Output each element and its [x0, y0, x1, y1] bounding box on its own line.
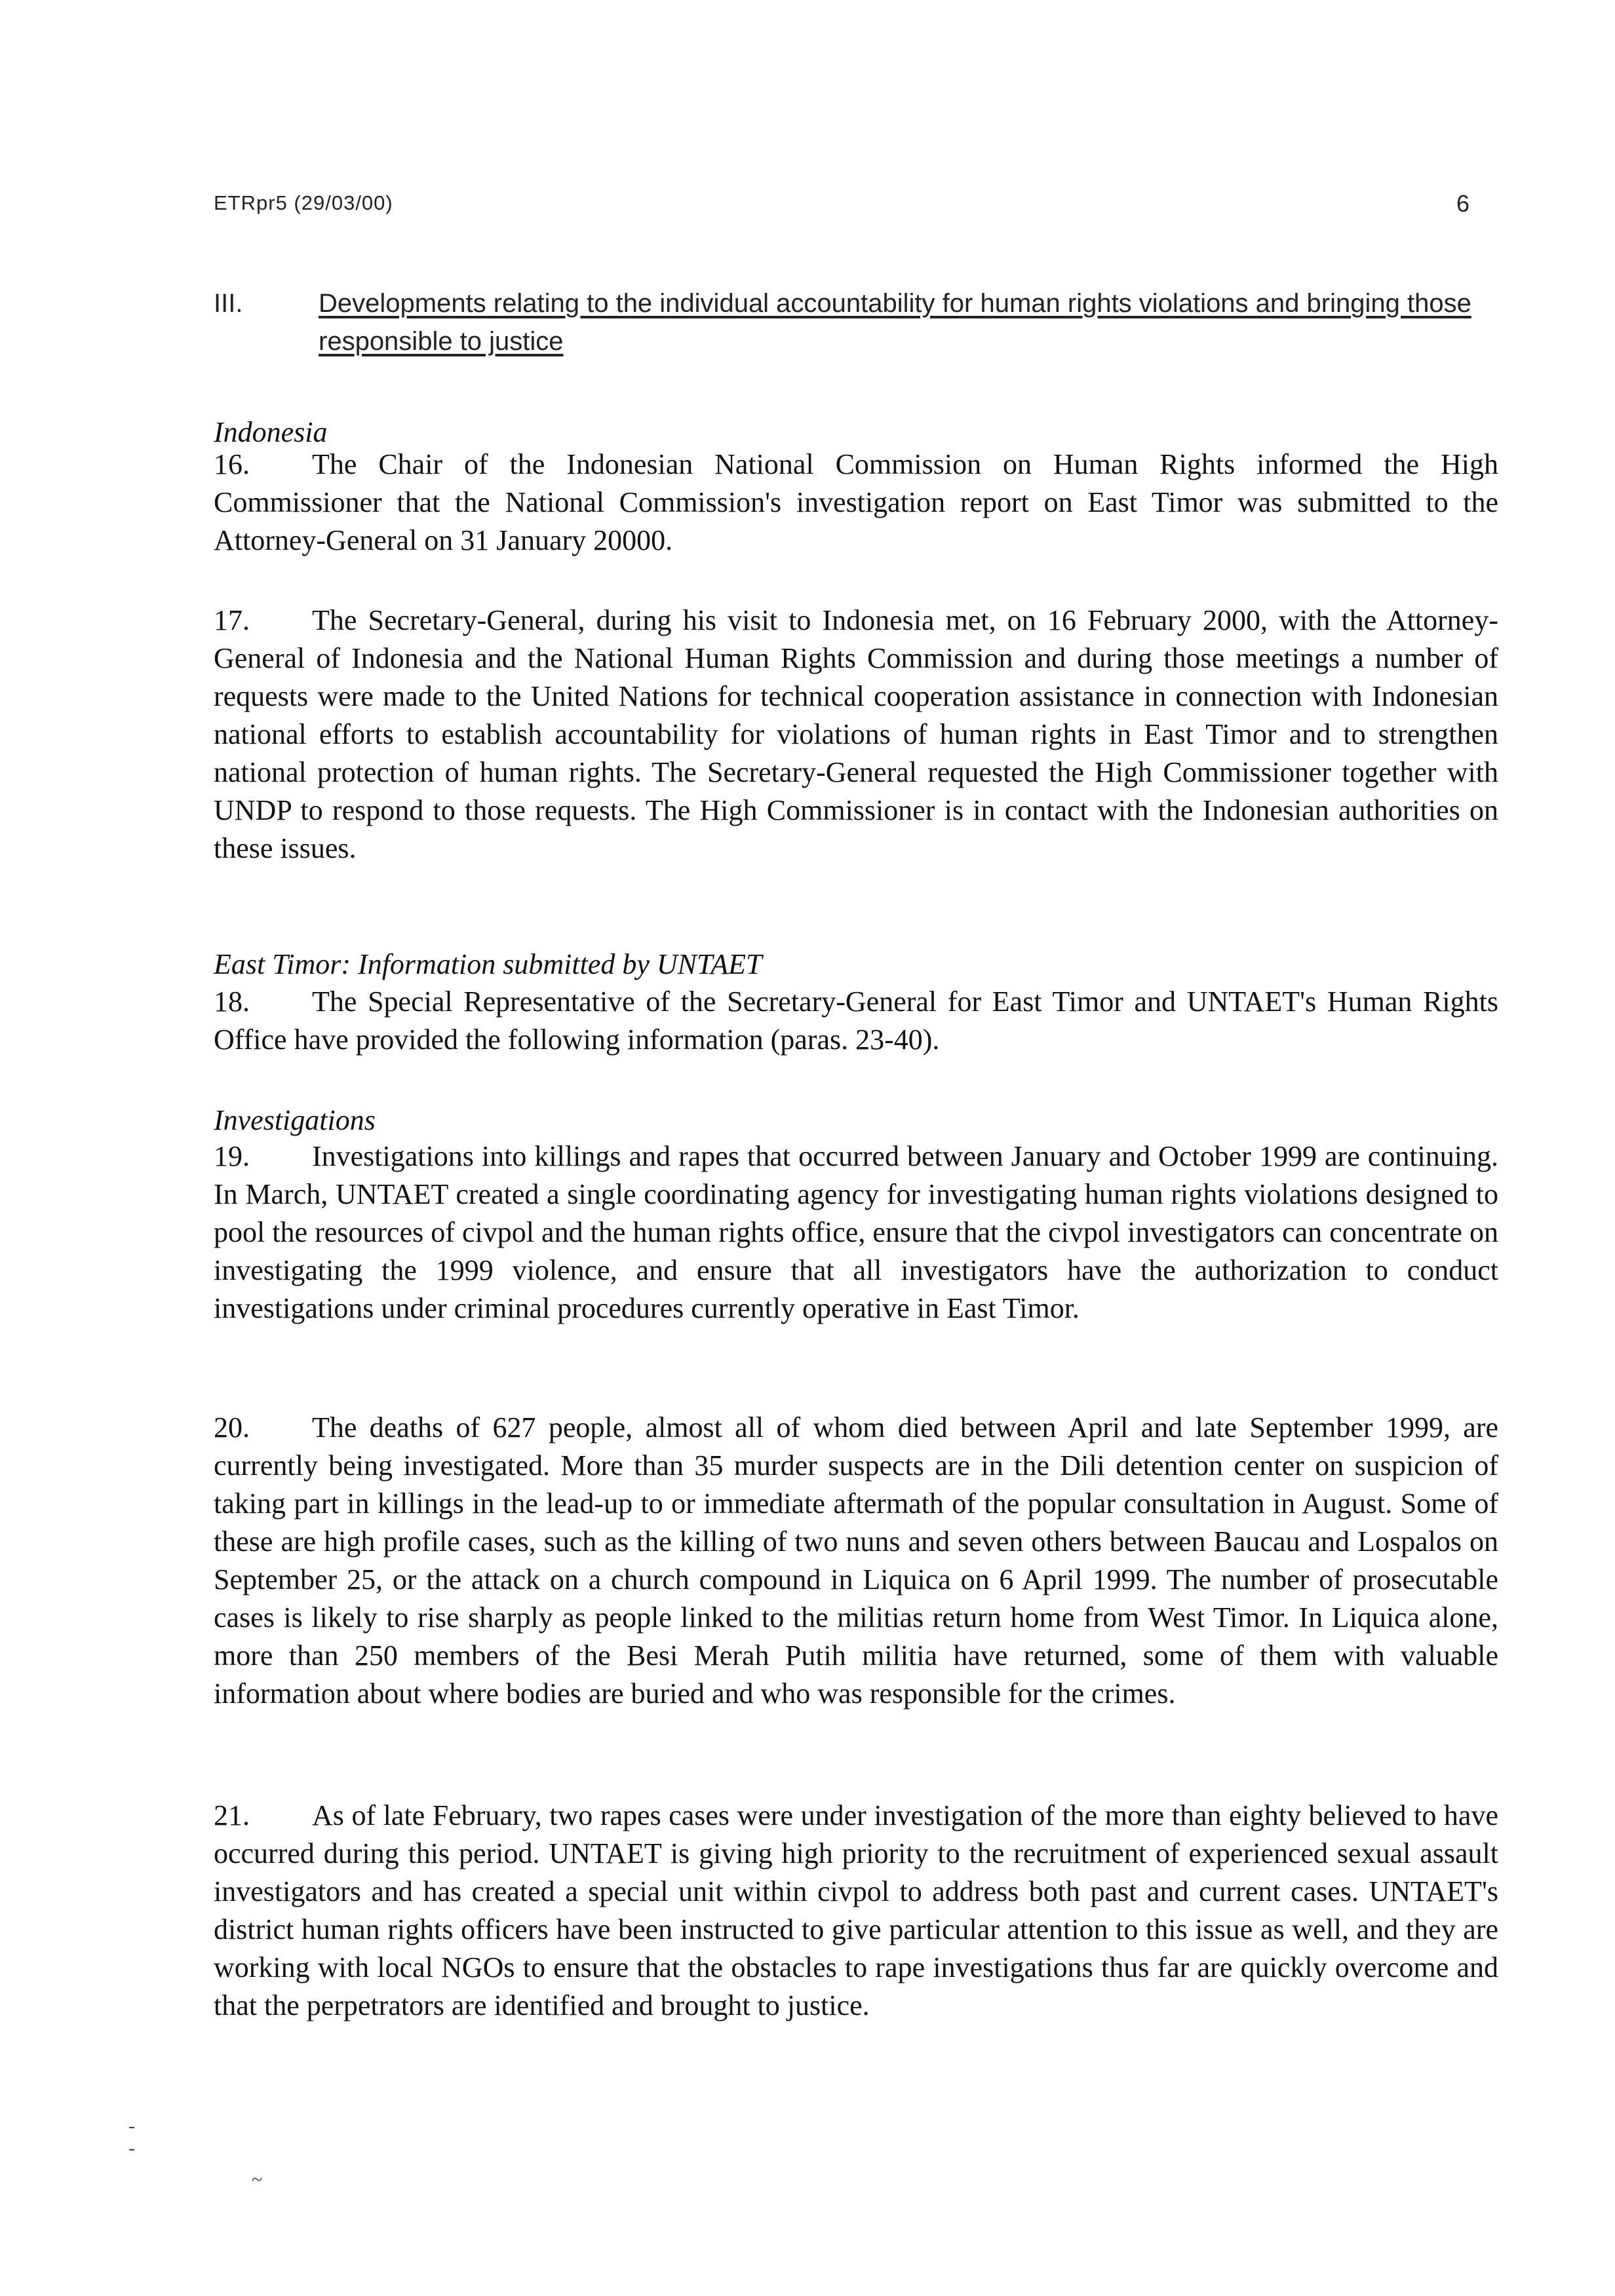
paragraph-number: 20. [214, 1411, 250, 1444]
paragraph-number: 21. [214, 1799, 250, 1831]
paragraph-19 [214, 1138, 1498, 1328]
paragraph-number: 18. [214, 985, 250, 1018]
scan-mark: - [128, 2137, 135, 2159]
subheading-investigations: Investigations [214, 1104, 376, 1136]
subheading-indonesia: Indonesia [214, 416, 328, 448]
paragraph-text: The Chair of the Indonesian National Commission on Human Rights informed the High Commissioner that the National Commission's investigation report on East Timor was submitted to the Attorney-General on 31 January 20000. [214, 448, 1498, 556]
paragraph-text: As of late February, two rapes cases were under investigation of the more than eighty believed to have occurred during this period. UNTAET is giving high priority to the recruitment of experienced sexual assault investigators and has created a special unit within civpol to address both past and current cases. UNTAET's district human rights officers have been instructed to give particular attention to this issue as well, and they are working with local NGOs to ensure that the obstacles to rape investigations thus far are quickly overcome and that the perpetrators are identified and brought to justice. [214, 1799, 1498, 2021]
paragraph-text: Investigations into killings and rapes that occurred between January and October 1999 are continuing. In March, UNTAET created a single coordinating agency for investigating human rights violations designed to pool the resources of civpol and the human rights office, ensure that the civpol investigators can concentrate on investigating the 1999 violence, and ensure that all investigators have the authorization to conduct investigations under criminal procedures currently operative in East Timor. [214, 1140, 1498, 1324]
subheading-east-timor: East Timor: Information submitted by UNTAET [214, 948, 762, 980]
paragraph-20 [214, 1409, 1498, 1713]
paragraph-17 [214, 602, 1498, 868]
document-reference: ETRpr5 (29/03/00) [214, 191, 393, 214]
paragraph-text: The Special Representative of the Secretary-General for East Timor and UNTAET's Human Rights Office have provided the following information (paras. 23-40). [214, 985, 1498, 1056]
paragraph-21 [214, 1797, 1498, 2025]
section-number: III. [214, 289, 243, 318]
scan-mark: ~ [252, 2169, 263, 2191]
page-number: 6 [1456, 190, 1470, 217]
paragraph-18 [214, 983, 1498, 1059]
paragraph-text: The Secretary-General, during his visit to Indonesia met, on 16 February 2000, with the Attorney-General of Indonesia and the National Human Rights Commission and during those meetings a number of requests were made to the United Nations for technical cooperation assistance in connection with Indonesian national efforts to establish accountability for violations of human rights in East Timor and to strengthen national protection of human rights. The Secretary-General requested the High Commissioner together with UNDP to respond to those requests. The High Commissioner is in contact with the Indonesian authorities on these issues. [214, 604, 1498, 864]
section-title: Developments relating to the individual accountability for human rights violations and bringing those responsible to justice [319, 289, 1471, 356]
paragraph-number: 19. [214, 1140, 250, 1172]
scan-mark: - [128, 2115, 135, 2137]
paragraph-text: The deaths of 627 people, almost all of whom died between April and late September 1999, are currently being investigated. More than 35 murder suspects are in the Dili detention center on suspicion of taking part in killings in the lead-up to or immediate aftermath of the popular consultation in August. Some of these are high profile cases, such as the killing of two nuns and seven others between Baucau and Lospalos on September 25, or the attack on a church compound in Liquica on 6 April 1999. The number of prosecutable cases is likely to rise sharply as people linked to the militias return home from West Timor. In Liquica alone, more than 250 members of the Besi Merah Putih militia have returned, some of them with valuable information about where bodies are buried and who was responsible for the crimes. [214, 1411, 1498, 1710]
paragraph-number: 17. [214, 604, 250, 636]
paragraph-number: 16. [214, 448, 250, 480]
paragraph-16 [214, 446, 1498, 560]
